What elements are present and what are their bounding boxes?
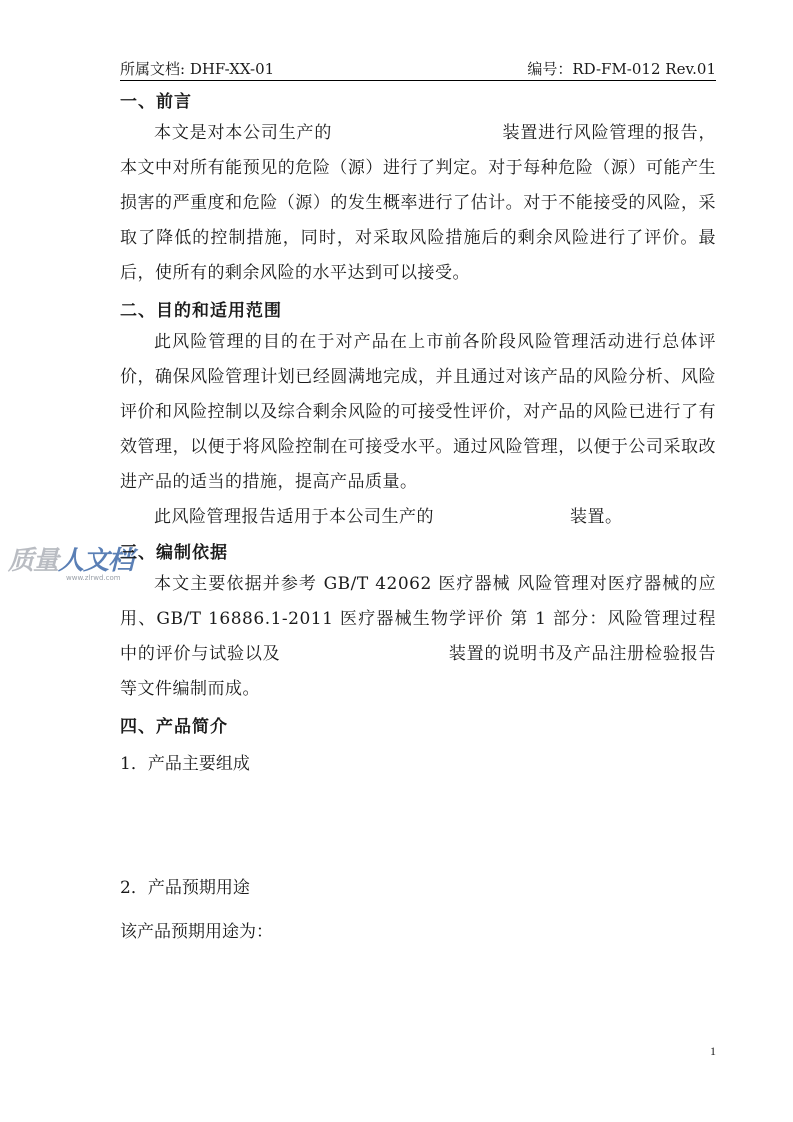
document-body <box>120 88 716 947</box>
section-4-title: 四、产品简介 <box>120 717 228 737</box>
section-3-title: 三、编制依据 <box>120 543 228 563</box>
s1-p1-a: 本文是对本公司生产的 <box>154 123 333 143</box>
header-number-label: 编号：RD-FM-012 Rev.01 <box>527 60 716 78</box>
header-doc-label: 所属文档: DHF-XX-01 <box>120 60 275 78</box>
watermark-text-a: 质量 <box>8 546 59 576</box>
section-2-paragraph-1: 此风险管理的目的在于对产品在上市前各阶段风险管理活动进行总体评价，确保风险管理计划已经圆满地完成，并且通过对该产品的风险分析、风险评价和风险控制以及综合剩余风险的可接受性评价，对产品的风险已进行了有效管理，以便于将风险控制在可接受水平。通过风险管理，以便于公司采取改进产品的适当的措施，提高产品质量。 <box>120 332 716 492</box>
section-4-item-1: 1．产品主要组成 <box>120 754 250 774</box>
watermark-url: www.zlrwd.com <box>66 574 121 582</box>
section-4-item-2-text: 该产品预期用途为： <box>120 922 273 942</box>
s3-p1-b: 装置的说明书及产品注册检验报告等文件编制而成。 <box>120 644 716 699</box>
page-number: 1 <box>710 1044 716 1058</box>
s2-p2-b: 装置。 <box>570 507 623 527</box>
s3-p1-a: 本文主要依据并参考 GB/T 42062 医疗器械 风险管理对医疗器械的应用、GB/T 16886.1-2011 医疗器械生物学评价 第 1 部分：风险管理过程中的评价与试验以及 <box>120 574 716 664</box>
section-3-paragraph <box>120 567 716 707</box>
section-4-item-2: 2．产品预期用途 <box>120 878 250 898</box>
section-1-title: 一、前言 <box>120 92 192 112</box>
section-2-paragraph-2 <box>120 500 716 535</box>
s2-p2-a: 此风险管理报告适用于本公司生产的 <box>154 507 434 527</box>
section-2-title: 二、目的和适用范围 <box>120 301 282 321</box>
page-header <box>120 58 716 81</box>
section-1-paragraph <box>120 116 716 291</box>
watermark-text-b: 人文档 <box>58 546 134 576</box>
s1-p1-b: 装置进行风险管理的报告，本文中对所有能预见的危险（源）进行了判定。对于每种危险（源）可能产生损害的严重度和危险（源）的发生概率进行了估计。对于不能接受的风险，采取了降低的控制措施，同时，对采取风险措施后的剩余风险进行了评价。最后，使所有的剩余风险的水平达到可以接受。 <box>120 123 717 283</box>
